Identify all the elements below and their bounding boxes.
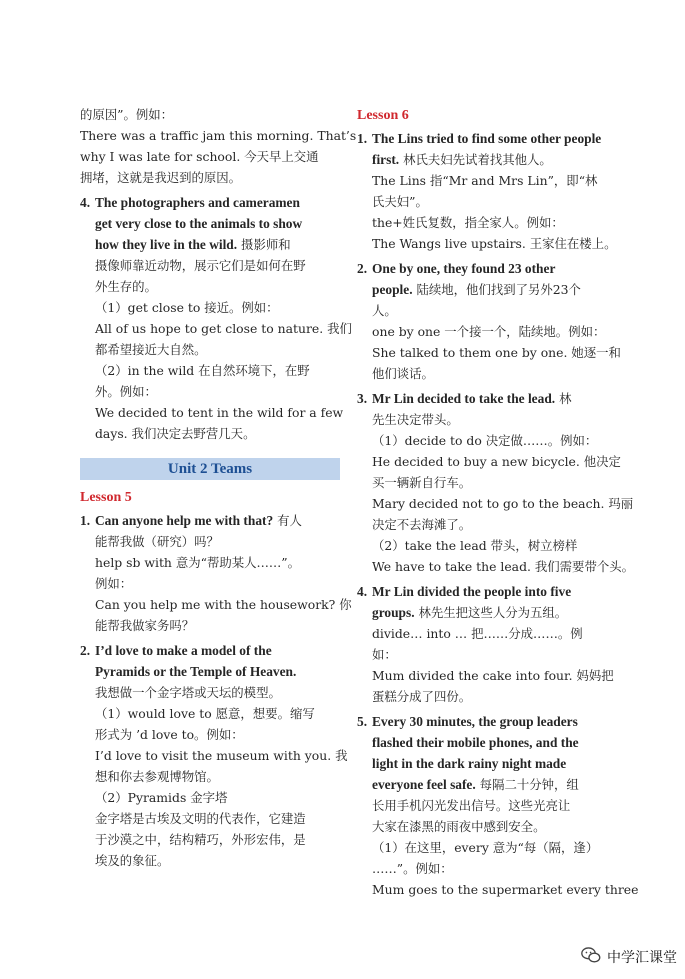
left-column xyxy=(80,104,357,871)
text-line: 例如： xyxy=(95,576,133,591)
text-line: 的原因”。例如： xyxy=(80,107,174,122)
lesson-heading: Lesson 5 xyxy=(80,490,132,505)
watermark xyxy=(581,945,677,969)
note-item-3 xyxy=(357,388,635,577)
text-line: 人。 xyxy=(372,303,397,318)
text-line: Mum divided the cake into four. 妈妈把 xyxy=(372,668,614,683)
note-item-5 xyxy=(357,711,639,900)
text-line: divide… into … 把……分成……。例 xyxy=(372,626,583,641)
note-number: 5. xyxy=(357,714,368,729)
text-line: （2）take the lead 带头，树立榜样 xyxy=(372,538,578,553)
text-line: （1）get close to 接近。例如： xyxy=(95,300,279,315)
text-line: 能帮我做家务吗？ xyxy=(95,618,195,633)
text-line: All of us hope to get close to nature. 我们 xyxy=(95,321,352,336)
note-heading xyxy=(95,234,340,255)
note-heading xyxy=(357,581,619,602)
note-heading: light in the dark rainy night made xyxy=(372,756,567,771)
heading-translation: 陆续地，他们找到了另外23个 xyxy=(412,282,581,297)
text-line: We decided to tent in the wild for a few xyxy=(95,405,344,420)
heading-text: Can anyone help me with that? xyxy=(95,513,274,528)
text-line: 都希望接近大自然。 xyxy=(95,342,207,357)
note-number: 3. xyxy=(357,391,368,406)
note-item-1 xyxy=(357,128,619,254)
heading-translation: 有人 xyxy=(273,513,302,528)
text-line: 蛋糕分成了四份。 xyxy=(372,689,472,704)
text-line: 如： xyxy=(372,647,397,662)
heading-text: One by one, they found 23 other xyxy=(372,261,556,276)
heading-text: I’d love to make a model of the xyxy=(95,643,272,658)
text-line: （1）decide to do 决定做……。例如： xyxy=(372,433,598,448)
text-line: We have to take the lead. 我们需要带个头。 xyxy=(372,559,635,574)
text-line: （1）would love to 愿意，想要。缩写 xyxy=(95,706,315,721)
heading-text: The Lins tried to find some other people xyxy=(372,131,602,146)
note-number: 2. xyxy=(80,643,91,658)
heading-translation: 林先生把这些人分为五组。 xyxy=(414,605,568,620)
text-line: why I was late for school. 今天早上交通 xyxy=(80,149,319,164)
note-heading xyxy=(372,774,619,795)
note-heading xyxy=(80,510,340,531)
text-line: the+姓氏复数，指全家人。例如： xyxy=(372,215,564,230)
note-heading xyxy=(372,279,619,300)
text-line: He decided to buy a new bicycle. 他决定 xyxy=(372,454,621,469)
note-heading xyxy=(372,149,619,170)
note-number: 4. xyxy=(357,584,368,599)
heading-translation: 摄影师和 xyxy=(237,237,291,252)
text-line: one by one 一个接一个，陆续地。例如： xyxy=(372,324,606,339)
text-line: 摄像师靠近动物，展示它们是如何在野 xyxy=(95,258,306,273)
text-line: She talked to them one by one. 她逐一和 xyxy=(372,345,621,360)
heading-text: first. xyxy=(372,152,400,167)
note-heading xyxy=(80,640,340,661)
note-item-4 xyxy=(80,192,352,444)
heading-text: how they live in the wild. xyxy=(95,237,238,252)
heading-translation: 林氏夫妇先试着找其他人。 xyxy=(399,152,552,167)
right-column xyxy=(357,104,639,900)
text-line: 金字塔是古埃及文明的代表作，它建造 xyxy=(95,811,306,826)
heading-text: Mr Lin divided the people into five xyxy=(372,584,572,599)
heading-text: The photographers and cameramen xyxy=(95,195,300,210)
heading-translation: 林 xyxy=(555,391,572,406)
lesson-heading: Lesson 6 xyxy=(357,108,409,123)
text-line: 形式为 ’d love to。例如： xyxy=(95,727,244,742)
text-line: 能帮我做（研究）吗？ xyxy=(95,534,219,549)
note-number: 2. xyxy=(357,261,368,276)
text-line: （1）在这里，every 意为“每（隔，逢） xyxy=(372,840,599,855)
heading-text: everyone feel safe. xyxy=(372,777,476,792)
note-number: 1. xyxy=(357,131,368,146)
text-line: 长用手机闪光发出信号。这些光亮让 xyxy=(372,798,571,813)
unit-title-banner: Unit 2 Teams xyxy=(80,458,340,480)
text-line: 先生决定带头。 xyxy=(372,412,459,427)
text-line: Mary decided not to go to the beach. 玛丽 xyxy=(372,496,634,511)
text-line: 外生存的。 xyxy=(95,279,157,294)
text-line: 我想做一个金字塔或天坛的模型。 xyxy=(95,685,281,700)
text-line: I’d love to visit the museum with you. 我 xyxy=(95,748,348,763)
text-line: 决定不去海滩了。 xyxy=(372,517,472,532)
note-heading xyxy=(372,602,619,623)
text-line: 埃及的象征。 xyxy=(95,853,170,868)
note-item-2 xyxy=(80,640,348,871)
text-line: 外。例如： xyxy=(95,384,157,399)
note-heading: get very close to the animals to show xyxy=(95,216,303,231)
note-heading: Pyramids or the Temple of Heaven. xyxy=(95,664,297,679)
text-line: 买一辆新自行车。 xyxy=(372,475,472,490)
text-line: 大家在漆黑的雨夜中感到安全。 xyxy=(372,819,546,834)
note-heading: flashed their mobile phones, and the xyxy=(372,735,579,750)
heading-text: Every 30 minutes, the group leaders xyxy=(372,714,578,729)
heading-text: groups. xyxy=(372,605,415,620)
note-heading xyxy=(357,388,619,409)
text-line: 他们谈话。 xyxy=(372,366,434,381)
text-line: help sb with 意为“帮助某人……”。 xyxy=(95,555,301,570)
text-line: ……”。例如： xyxy=(372,861,453,876)
text-line: days. 我们决定去野营几天。 xyxy=(95,426,256,441)
watermark-text: 中学汇课堂 xyxy=(607,950,677,966)
text-line: Mum goes to the supermarket every three xyxy=(372,882,639,897)
text-line: Can you help me with the housework? 你 xyxy=(95,597,352,612)
text-line: The Lins 指“Mr and Mrs Lin”，即“林 xyxy=(372,173,598,188)
wechat-icon xyxy=(581,945,601,969)
text-line: 拥堵，这就是我迟到的原因。 xyxy=(80,170,242,185)
text-line: （2）in the wild 在自然环境下，在野 xyxy=(95,363,310,378)
note-heading xyxy=(80,192,340,213)
text-line: 想和你去参观博物馆。 xyxy=(95,769,219,784)
note-number: 4. xyxy=(80,195,91,210)
note-heading xyxy=(357,711,619,732)
heading-text: people. xyxy=(372,282,413,297)
text-line: 氏夫妇”。 xyxy=(372,194,428,209)
note-heading xyxy=(357,258,619,279)
heading-text: Mr Lin decided to take the lead. xyxy=(372,391,556,406)
note-item-2 xyxy=(357,258,619,384)
text-line: （2）Pyramids 金字塔 xyxy=(95,790,228,805)
text-line: 于沙漠之中，结构精巧，外形宏伟，是 xyxy=(95,832,306,847)
note-item-1 xyxy=(80,510,352,636)
text-line: There was a traffic jam this morning. That’s xyxy=(80,128,357,143)
note-heading xyxy=(357,128,619,149)
note-item-4 xyxy=(357,581,619,707)
note-number: 1. xyxy=(80,513,91,528)
heading-translation: 每隔二十分钟，组 xyxy=(475,777,579,792)
text-line: The Wangs live upstairs. 王家住在楼上。 xyxy=(372,236,617,251)
